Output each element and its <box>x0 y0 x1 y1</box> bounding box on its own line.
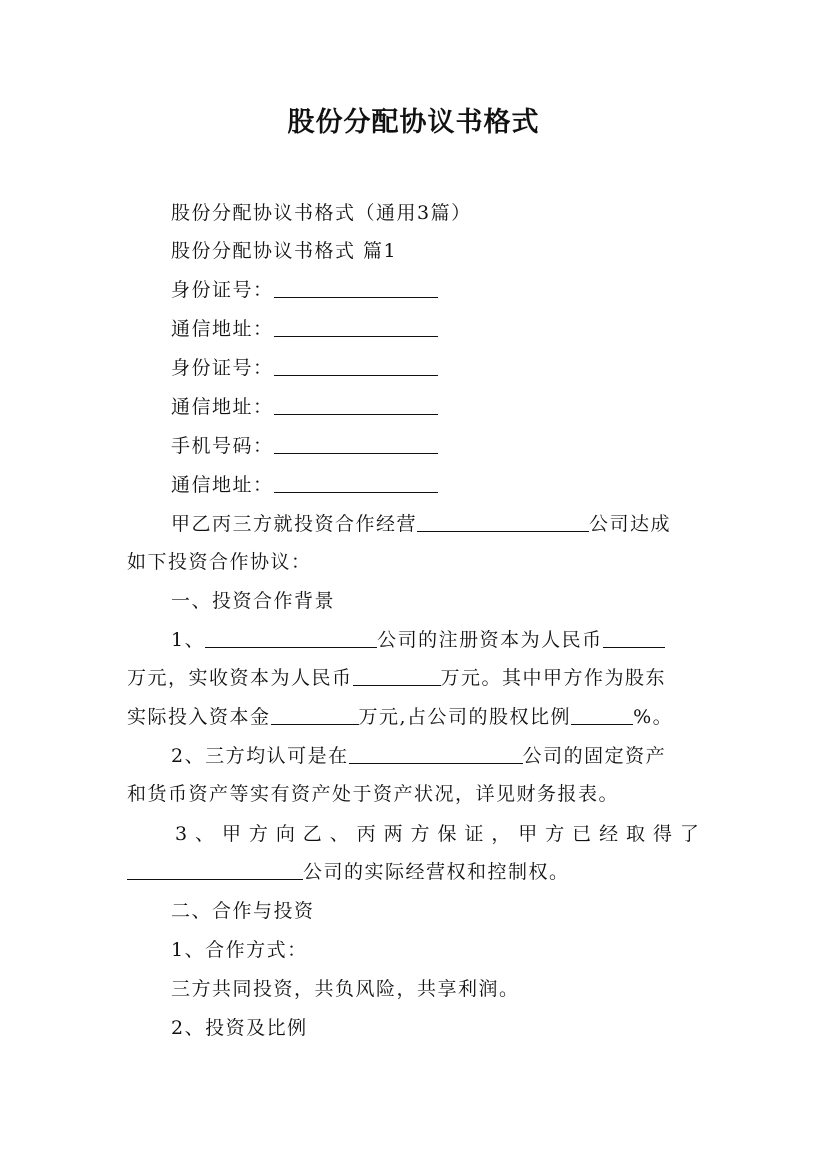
glyph: 两 <box>383 823 403 845</box>
item-text: 公司的注册资本为人民币 <box>377 629 603 651</box>
glyph: 得 <box>652 823 672 845</box>
blank-line <box>274 316 438 337</box>
blank-line <box>571 704 633 725</box>
blank-line <box>271 704 359 725</box>
glyph: 取 <box>626 823 646 845</box>
intro-line-1 <box>171 511 671 537</box>
section-heading: 股份分配协议书格式 篇1 <box>171 240 398 262</box>
document-subtitle: 股份分配协议书格式（通用3篇） <box>171 202 472 224</box>
blank-line <box>274 355 438 376</box>
field-address-3 <box>171 472 438 498</box>
glyph: 、 <box>195 823 215 845</box>
field-label: 通信地址： <box>171 396 274 418</box>
item3-line-1 <box>175 821 699 847</box>
item-prefix: 1、 <box>171 629 206 651</box>
field-address-1 <box>171 316 438 342</box>
item1-line-1 <box>171 627 665 653</box>
glyph: 方 <box>545 823 565 845</box>
field-label: 身份证号： <box>171 357 274 379</box>
section1-heading: 一、投资合作背景 <box>171 590 336 612</box>
intro-text: 公司达成 <box>589 513 672 535</box>
blank-line <box>349 743 523 764</box>
item-text: 2、三方均认可是在 <box>171 745 349 767</box>
blank-line <box>603 627 665 648</box>
field-id-number-2 <box>171 355 438 381</box>
glyph: 经 <box>599 823 619 845</box>
blank-line <box>274 394 438 415</box>
glyph: 保 <box>437 823 457 845</box>
glyph: 证 <box>464 823 484 845</box>
glyph: 向 <box>275 823 295 845</box>
glyph: 了 <box>679 823 699 845</box>
item-text: 万元。其中甲方作为股东 <box>440 667 667 689</box>
glyph: 乙 <box>302 823 322 845</box>
blank-line <box>274 433 438 454</box>
blank-line <box>127 859 303 880</box>
item2-line-1 <box>171 743 666 769</box>
glyph: 、 <box>329 823 349 845</box>
item2-line-2: 和货币资产等实有资产处于资产状况，详见财务报表。 <box>127 783 620 805</box>
section2-item1-text: 三方共同投资，共负风险，共享利润。 <box>171 978 520 1000</box>
item-text: 公司的实际经营权和控制权。 <box>303 861 570 883</box>
blank-line <box>417 511 589 532</box>
field-address-2 <box>171 394 438 420</box>
blank-line <box>274 277 438 298</box>
item-text: 万元,占公司的股权比例 <box>358 706 572 728</box>
document-title: 股份分配协议书格式 <box>287 107 540 138</box>
item-text: 公司的固定资产 <box>522 745 667 767</box>
item1-line-3 <box>127 704 673 730</box>
glyph: 3 <box>175 823 188 845</box>
item-text: %。 <box>633 706 674 728</box>
field-label: 通信地址： <box>171 318 274 340</box>
intro-text: 甲乙丙三方就投资合作经营 <box>171 513 418 535</box>
item-text: 万元，实收资本为人民币 <box>127 667 353 689</box>
field-id-number-1 <box>171 277 438 303</box>
glyph: 丙 <box>356 823 376 845</box>
blank-line <box>353 665 441 686</box>
item1-line-2 <box>127 665 666 691</box>
section2-item1-heading: 1、合作方式： <box>171 939 308 961</box>
glyph: 甲 <box>221 823 241 845</box>
field-phone <box>171 433 438 459</box>
section2-heading: 二、合作与投资 <box>171 900 315 922</box>
glyph: 甲 <box>518 823 538 845</box>
intro-line-2: 如下投资合作协议： <box>127 551 312 573</box>
blank-line <box>205 627 377 648</box>
glyph: 方 <box>410 823 430 845</box>
glyph: ， <box>491 823 511 845</box>
field-label: 手机号码： <box>171 435 274 457</box>
section2-item2-heading: 2、投资及比例 <box>171 1017 308 1039</box>
item3-line-2 <box>127 859 570 885</box>
field-label: 身份证号： <box>171 279 274 301</box>
item-text: 实际投入资本金 <box>127 706 271 728</box>
blank-line <box>274 472 438 493</box>
field-label: 通信地址： <box>171 474 274 496</box>
glyph: 已 <box>572 823 592 845</box>
glyph: 方 <box>248 823 268 845</box>
